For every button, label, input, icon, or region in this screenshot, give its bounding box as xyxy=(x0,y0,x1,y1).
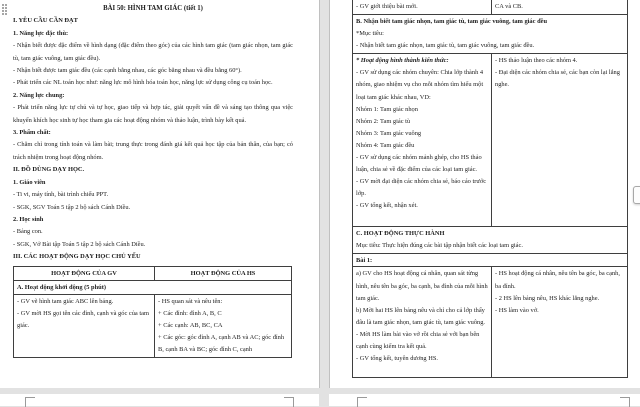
section-c-cell[interactable] xyxy=(353,227,627,253)
hs-cell[interactable] xyxy=(492,54,627,226)
body-text: - Phát triển năng lực tự chủ và tự học, giao tiếp và hợp tác, giải quyết vấn đề và sáng tạo thông qua việc khuyến khích học sinh tự học tham gia các hoạt động nhóm và thảo luận, trình bày kết quả. xyxy=(13,104,293,124)
section-a-row xyxy=(14,280,291,294)
table-row xyxy=(353,0,627,14)
page-3-top[interactable] xyxy=(0,394,319,406)
hs-line: - HS làm vào vở. xyxy=(495,306,539,314)
subsection-2-1-heading: 1. Giáo viên xyxy=(13,178,46,186)
section-c-goal-text: Mục tiêu: Thực hiện đúng các bài tập nhận biết các loại tam giác. xyxy=(356,242,523,250)
table-row xyxy=(14,294,291,357)
gv-cell[interactable] xyxy=(353,0,492,14)
section-b-cell[interactable] xyxy=(353,15,627,53)
exercise-1-title[interactable]: Bài 1: xyxy=(356,257,373,265)
gv-line: b) Mời hai HS lên bảng nêu và chỉ cho cả lớp thấy đâu là tam giác nhọn, tam giác tù, tam giác vuông. xyxy=(356,306,486,326)
section-a-title[interactable]: A. Hoạt động khởi động (5 phút) xyxy=(17,283,106,291)
subsection-1-3-heading: 3. Phẩm chất: xyxy=(13,129,51,137)
hs-line: - Đại diện các nhóm chia sẻ, các bạn còn lại lắng nghe. xyxy=(495,69,620,89)
hs-line: - 2 HS lên bảng nêu, HS khác lắng nghe. xyxy=(495,294,600,302)
subsection-1-1-heading: 1. Năng lực đặc thù: xyxy=(13,29,69,37)
section-c-row xyxy=(353,226,627,253)
hs-line: - HS thảo luận theo các nhóm 4. xyxy=(495,57,578,65)
gv-line: Nhóm 3: Tam giác vuông xyxy=(356,129,422,137)
body-text: - Phát triển các NL toán học như: năng lực mô hình hóa toán học, năng lực sử dụng công cụ toán học. xyxy=(13,79,273,87)
table-header-hs[interactable]: HOẠT ĐỘNG CỦA HS xyxy=(190,269,256,277)
section-b-row xyxy=(353,14,627,53)
gv-line: - GV tổng kết, tuyên dương HS. xyxy=(356,355,438,363)
hs-line: + Các góc: góc đỉnh A, cạnh AB và AC; góc đỉnh B, cạnh BA và BC; góc đỉnh C, cạnh xyxy=(158,333,285,353)
doc-title: BÀI 50: HÌNH TAM GIÁC (tiết 1) xyxy=(103,5,203,12)
section-2-heading: II. ĐỒ DÙNG DẠY HỌC. xyxy=(13,166,85,174)
body-text: - Bảng con. xyxy=(13,228,43,236)
page-1[interactable] xyxy=(0,0,320,388)
gv-line: - GV mời đại diện các nhóm chia sẻ, báo cáo trước lớp. xyxy=(356,178,487,198)
page-4-top[interactable] xyxy=(329,394,640,406)
table-row xyxy=(353,53,627,226)
subsection-2-2-heading: 2. Học sinh xyxy=(13,215,44,223)
table-header-gv[interactable]: HOẠT ĐỘNG CỦA GV xyxy=(14,267,155,280)
gv-line: - GV giới thiệu bài mới. xyxy=(356,3,418,10)
page-1-text xyxy=(13,3,293,264)
hs-line: + Các cạnh: AB, BC, CA xyxy=(158,321,223,329)
hs-line: + Các đỉnh: đỉnh A, B, C xyxy=(158,309,222,317)
table-header-row xyxy=(14,267,291,280)
section-1-heading: I. YÊU CẦU CẦN ĐẠT xyxy=(13,17,78,25)
gv-line: - GV sử dụng các nhóm chuyên: Chia lớp thành 4 nhóm, giao nhiệm vụ cho mỗi nhóm tìm hiểu một loại tam giác khác nhau, VD: xyxy=(356,69,484,101)
gv-cell[interactable] xyxy=(14,295,155,357)
gv-line: - GV mời HS gọi tên các đỉnh, cạnh và góc của tam giác. xyxy=(17,309,149,329)
gv-line: - GV vẽ hình tam giác ABC lên bảng. xyxy=(17,297,114,305)
gv-line: Nhóm 2: Tam giác tù xyxy=(356,117,411,125)
gv-line: Nhóm 4: Tam giác đều xyxy=(356,141,415,149)
gv-cell[interactable] xyxy=(353,267,492,377)
section-b-title: B. Nhận biết tam giác nhọn, tam giác tù, tam giác vuông, tam giác đều xyxy=(356,18,548,25)
activities-table-page-2 xyxy=(352,0,628,378)
hs-line: - HS quan sát và nêu tên: xyxy=(158,297,223,305)
gv-activity-heading: * Hoạt động hình thành kiến thức: xyxy=(356,57,449,65)
hs-line: CA và CB. xyxy=(495,3,523,10)
drag-handle-icon[interactable] xyxy=(2,4,10,18)
section-3-heading: III. CÁC HOẠT ĐỘNG DẠY HỌC CHỦ YẾU xyxy=(13,253,141,261)
body-text: - Nhận biết được đặc điểm về hình dạng (đặc điểm theo góc) của các hình tam giác (tam giác nhọn, tam giác tù, tam giác vuông, tam giác đều). xyxy=(13,42,293,62)
table-row xyxy=(353,266,627,377)
gv-line: - Mời HS làm bài vào vở rồi chia sẻ với bạn bên cạnh cùng kiểm tra kết quả. xyxy=(356,330,480,351)
margin-button[interactable] xyxy=(633,186,640,204)
body-text: - Ti vi, máy tính, bài trình chiếu PPT. xyxy=(13,191,109,199)
body-text: - Chăm chỉ trong tính toán và làm bài; trung thực trong đánh giá kết quả học tập của bản thân, của bạn; có trách nhiệm trong hoạt động nhóm. xyxy=(13,141,293,161)
exercise-1-row xyxy=(353,253,627,266)
body-text: - SGK, SGV Toán 5 tập 2 bộ sách Cánh Diều. xyxy=(13,203,131,211)
body-text: - SGK, Vở Bài tập Toán 5 tập 2 bộ sách Cánh Diều. xyxy=(13,240,146,248)
gv-line: a) GV cho HS hoạt động cá nhân, quan sát từng hình, nêu tên ba góc, ba cạnh, ba đỉnh của mỗi hình tam giác. xyxy=(356,270,488,302)
body-text: - Nhận biết được tam giác đều (các cạnh bằng nhau, các góc bằng nhau và đều bằng 60°). xyxy=(13,67,242,75)
gv-line: - GV tổng kết, nhận xét. xyxy=(356,202,418,210)
hs-line: - HS hoạt động cá nhân, nêu tên ba góc, ba cạnh, ba đỉnh. xyxy=(495,270,620,290)
gv-cell[interactable] xyxy=(353,54,492,226)
page-2[interactable] xyxy=(329,0,640,388)
hs-cell[interactable] xyxy=(155,295,291,357)
hs-cell[interactable] xyxy=(492,0,627,14)
hs-cell[interactable] xyxy=(492,267,627,377)
section-c-title: C. HOẠT ĐỘNG THỰC HÀNH xyxy=(356,230,445,238)
section-b-goal-label: *Mục tiêu: xyxy=(356,30,384,38)
activities-table-page-1 xyxy=(13,266,292,358)
subsection-1-2-heading: 2. Năng lực chung: xyxy=(13,91,65,99)
gv-line: Nhóm 1: Tam giác nhọn xyxy=(356,105,418,113)
section-b-goal-text: - Nhận biết tam giác nhọn, tam giác tù, tam giác vuông, tam giác đều. xyxy=(356,42,535,50)
gv-line: - GV sử dụng các nhóm mảnh ghép, cho HS thảo luận, chia sẻ về đặc điểm của các loại tam giác. xyxy=(356,154,482,174)
